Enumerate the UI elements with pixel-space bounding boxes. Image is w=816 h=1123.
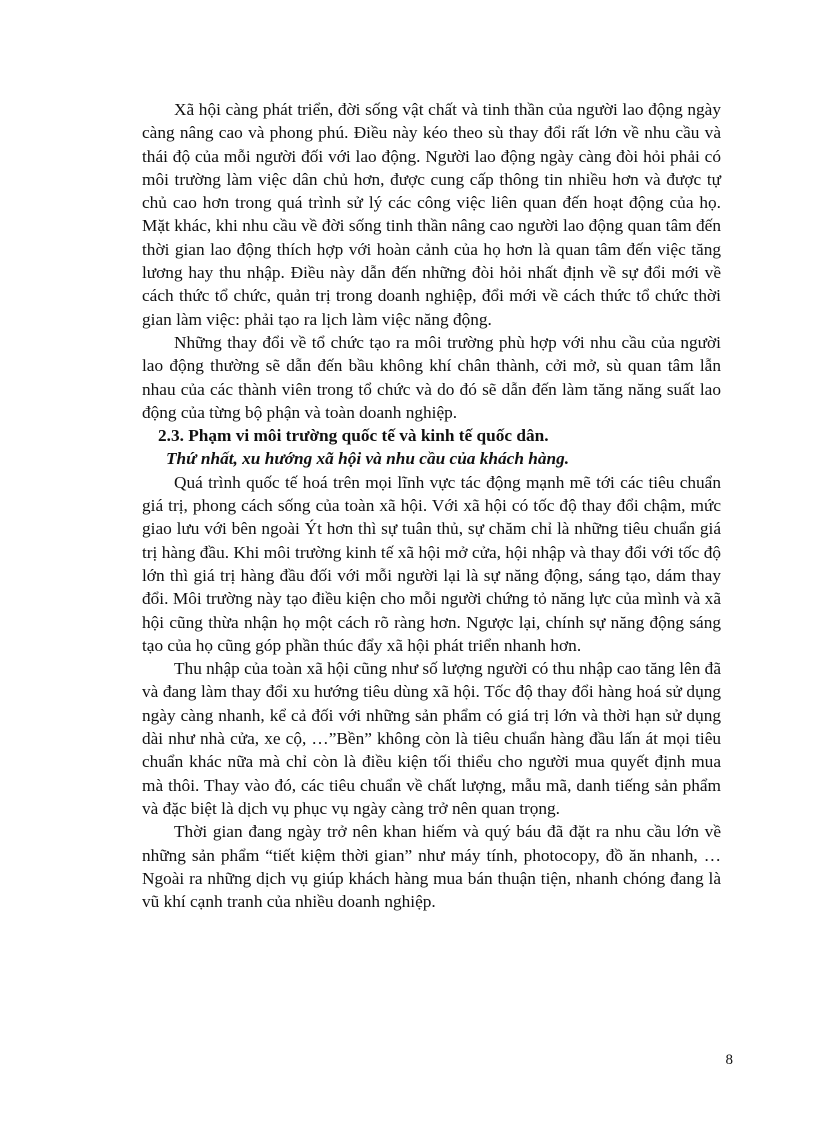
body-paragraph: Xã hội càng phát triển, đời sống vật chất và tinh thần của người lao động ngày càng nâng cao và phong phú. Điều này kéo theo sù thay đổi rất lớn về nhu cầu và thái độ của mỗi người đối với lao động. Người lao động ngày càng đòi hỏi phải có môi trường làm việc dân chủ hơn, được cung cấp thông tin nhiều hơn và được tự chủ cao hơn trong quá trình sử lý các công việc liên quan đến hoạt động của họ. Mặt khác, khi nhu cầu về đời sống tinh thần nâng cao người lao động quan tâm đến thời gian lao động thích hợp với hoàn cảnh của họ hơn là quan tâm đến việc tăng lương hay thu nhập. Điều này dẫn đến những đòi hỏi nhất định về sự đổi mới về cách thức tổ chức, quản trị trong doanh nghiệp, đổi mới về cách thức tổ chức thời gian làm việc: phải tạo ra lịch làm việc năng động. (142, 100, 721, 329)
body-paragraph: Những thay đổi về tổ chức tạo ra môi trường phù hợp với nhu cầu của người lao động thường sẽ dẫn đến bầu không khí chân thành, cởi mở, sù quan tâm lẫn nhau của các thành viên trong tổ chức và do đó sẽ dẫn đến làm tăng năng suất lao động của từng bộ phận và toàn doanh nghiệp. (142, 332, 721, 422)
subsection-heading: Thứ nhất, xu hướng xã hội và nhu cầu của khách hàng. (166, 449, 570, 469)
body-paragraph: Thu nhập của toàn xã hội cũng như số lượng người có thu nhập cao tăng lên đã và đang làm thay đổi xu hướng tiêu dùng xã hội. Tốc độ thay đổi hàng hoá sử dụng ngày càng nhanh, kể cả đối với những sản phẩm có giá trị lớn và thời hạn sử dụng dài như nhà cửa, xe cộ, …”Bền” không còn là tiêu chuẩn hàng đầu lấn át mọi tiêu chuẩn khác nữa mà chỉ còn là điều kiện tối thiểu cho người mua quyết định mua mà thôi. Thay vào đó, các tiêu chuẩn về chất lượng, mẫu mã, danh tiếng sản phẩm và đặc biệt là dịch vụ phục vụ ngày càng trở nên quan trọng. (142, 659, 721, 818)
body-paragraph: Quá trình quốc tế hoá trên mọi lĩnh vực tác động mạnh mẽ tới các tiêu chuẩn giá trị, phong cách sống của toàn xã hội. Với xã hội có tốc độ thay đổi chậm, mức giao lưu với bên ngoài Ýt hơn thì sự tuân thủ, sự chăm chỉ là những tiêu chuẩn giá trị hàng đầu. Khi môi trường kinh tế xã hội mở cửa, hội nhập và thay đổi với tốc độ lớn thì giá trị hàng đầu đối với mỗi người lại là sự năng động, sáng tạo, dám thay đổi. Môi trường này tạo điều kiện cho mỗi người chứng tỏ năng lực của mình và xã hội cũng thừa nhận họ một cách rõ ràng hơn. Ngược lại, chính sự năng động sáng tạo của họ cũng góp phần thúc đẩy xã hội phát triển nhanh hơn. (142, 472, 721, 655)
page-number: 8 (725, 1052, 733, 1068)
body-paragraph: Thời gian đang ngày trở nên khan hiếm và quý báu đã đặt ra nhu cầu lớn về những sản phẩm “tiết kiệm thời gian” như máy tính, photocopy, đồ ăn nhanh, …Ngoài ra những dịch vụ giúp khách hàng mua bán thuận tiện, nhanh chóng đang là vũ khí cạnh tranh của nhiều doanh nghiệp. (142, 822, 721, 912)
section-heading: 2.3. Phạm vi môi trường quốc tế và kinh tế quốc dân. (158, 426, 549, 446)
document-page (142, 98, 721, 913)
